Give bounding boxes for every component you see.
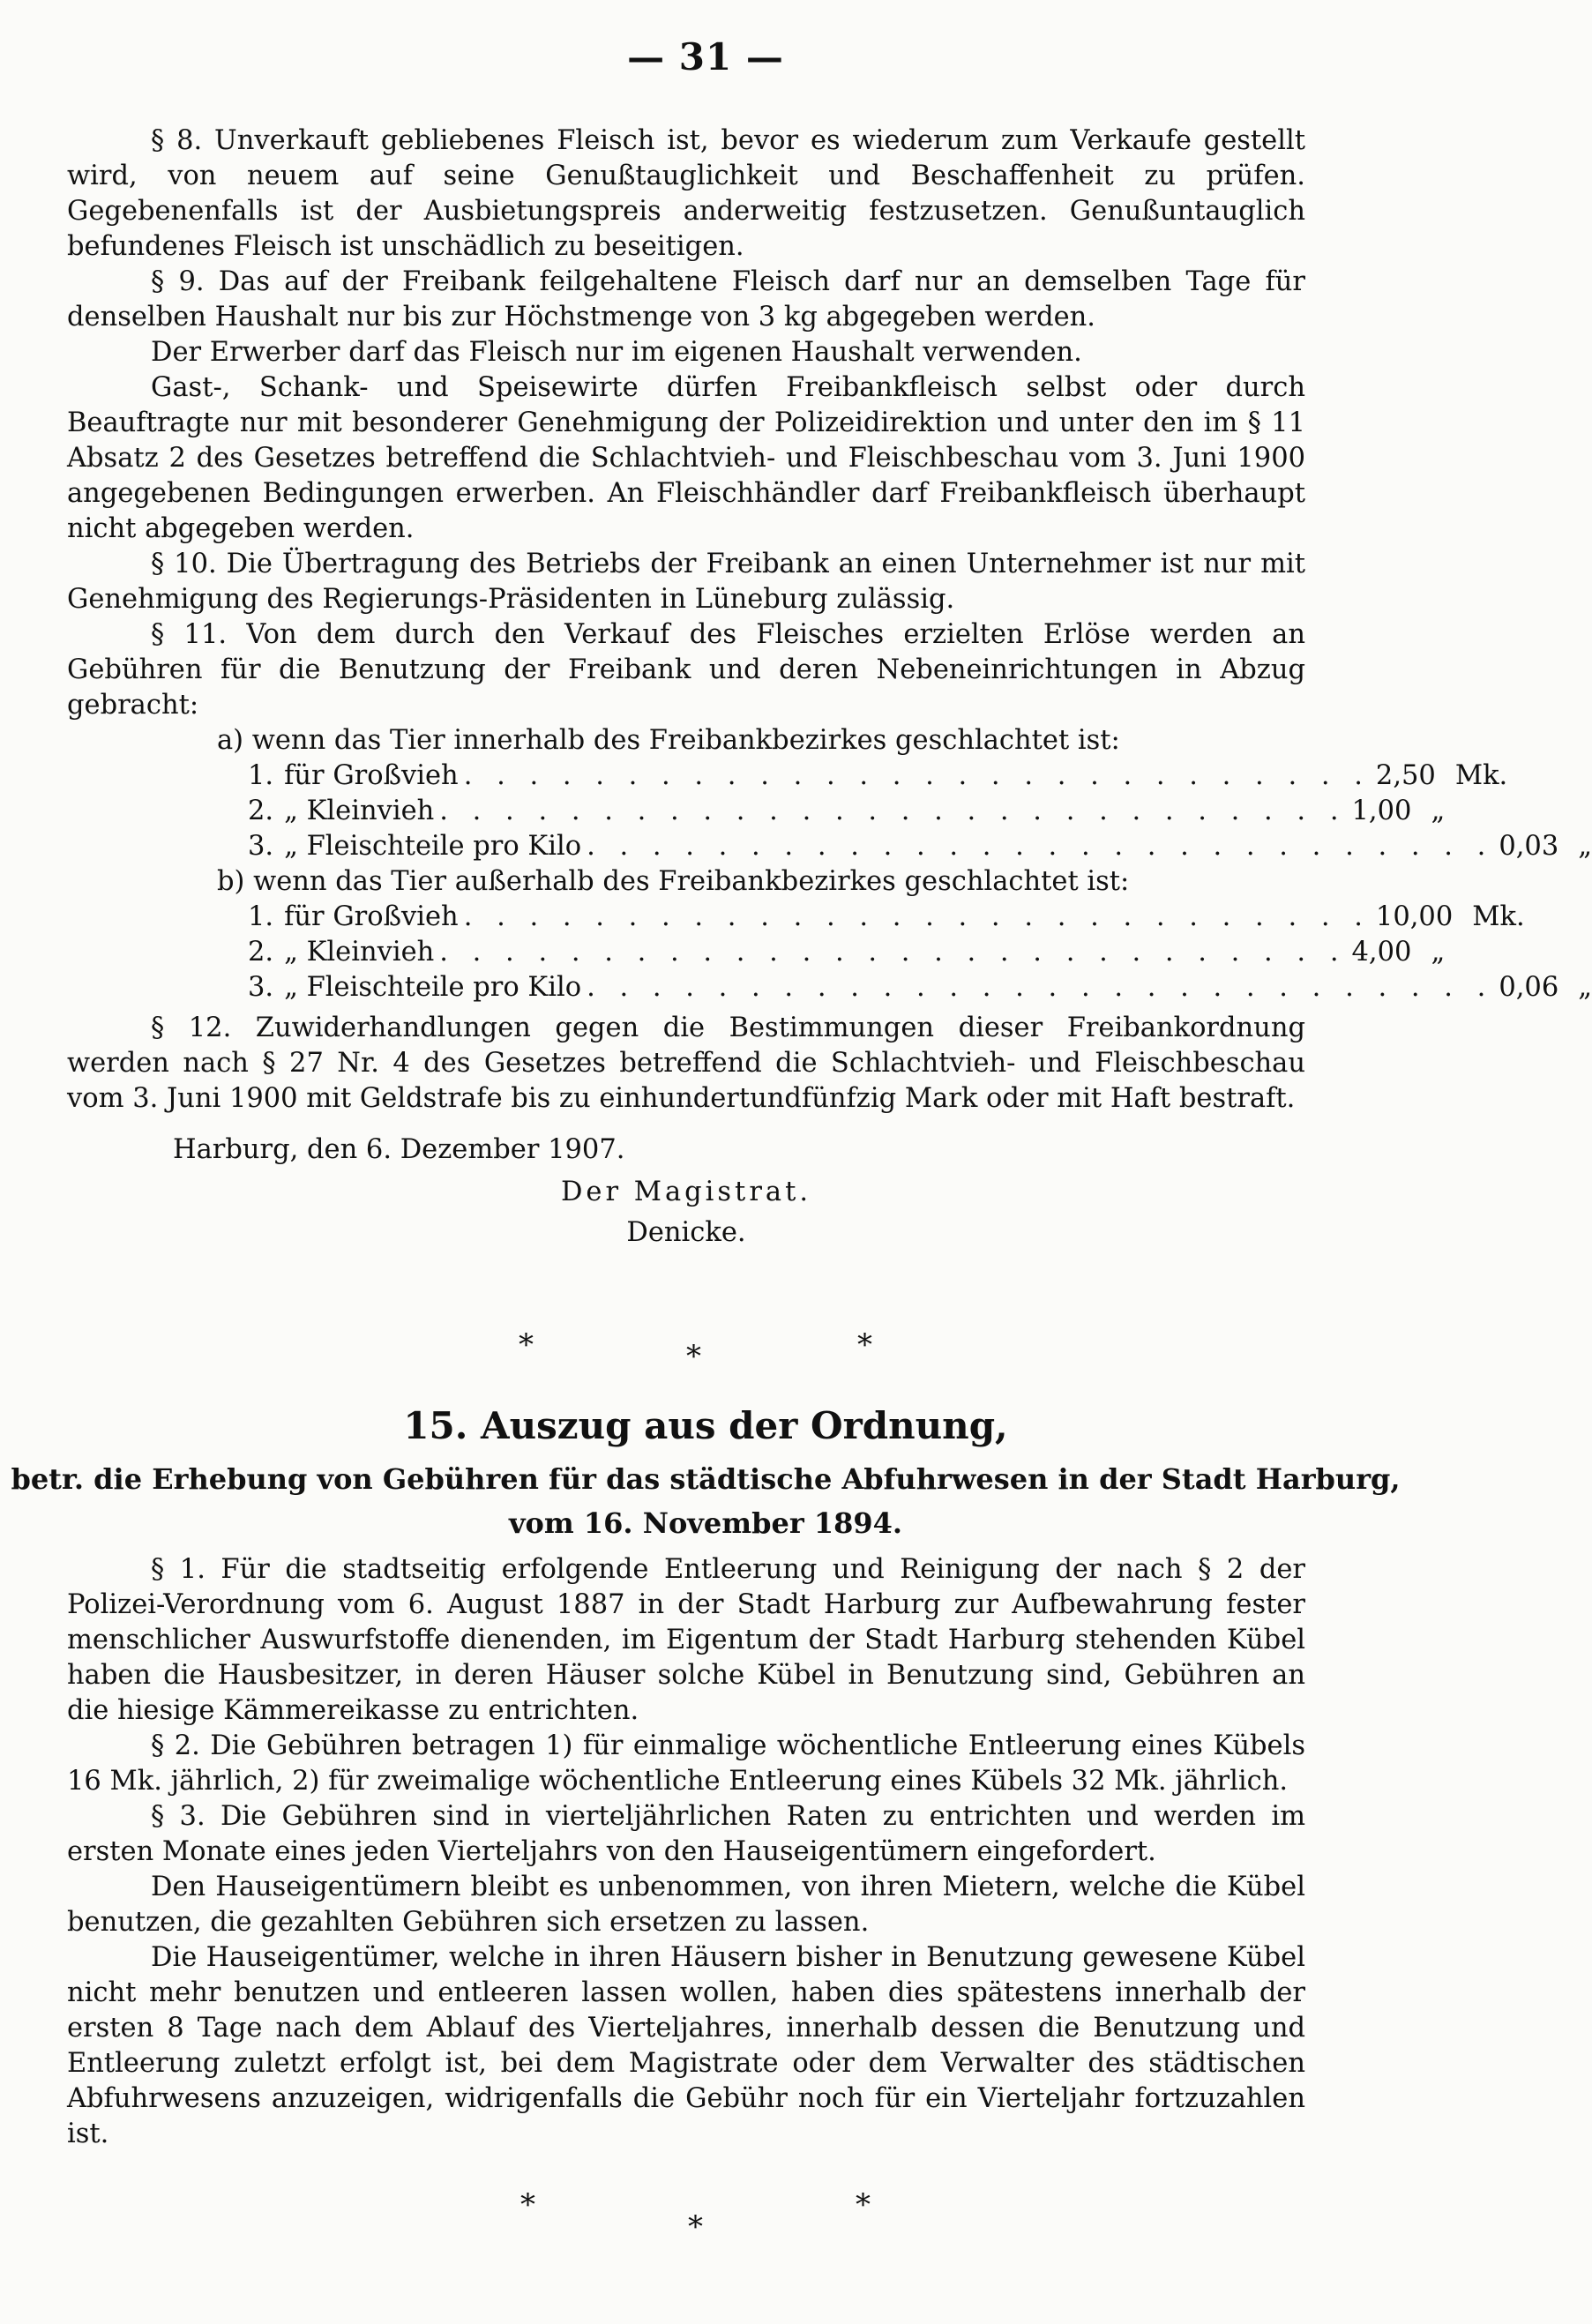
fee-unit: „ xyxy=(1578,831,1592,862)
fee-label: „ Fleischteile pro Kilo xyxy=(284,831,582,862)
fee-number: 2. xyxy=(248,796,274,826)
paragraph-3-notice: Die Hauseigentümer, welche in ihren Häusern bisher in Benutzung gewesene Kübel nicht mehr benutzen und entleeren lassen wollen, haben dies spätestens innerhalb der ersten 8 Tage nach dem Ablauf des Vierteljahres, innerhalb dessen die Benutzung und Entleerung zuletzt erfolgt ist, bei dem Magistrate oder dem Verwalter des städtischen Abfuhrwesens anzuzeigen, widrigenfalls die Gebühr noch für ein Vierteljahr fortzuzahlen ist. xyxy=(67,1942,1305,2149)
fee-unit: „ xyxy=(1578,972,1592,1003)
section-title: 15. Auszug aus der Ordnung, xyxy=(403,1404,1008,1447)
fee-unit: „ xyxy=(1431,796,1446,826)
paragraph-9-innkeepers: Gast-, Schank- und Speisewirte dürfen Freibankfleisch selbst oder durch Beauftragte nur mit besonderer Genehmigung der Polizeidirektion und unter den im § 11 Absatz 2 des Gesetzes betreffend die Schlachtvieh- und Fleischbeschau vom 3. Juni 1900 angegebenen Bedingungen erwerben. An Fleischhändler darf Freibankfleisch überhaupt nicht abgegeben werden. xyxy=(67,372,1305,544)
separator-star: * xyxy=(857,1327,872,1363)
dot-leader: . . . . . . . . . . . . . . . . . . . . . . . . . . . . xyxy=(587,831,1494,862)
dot-leader: . . . . . . . . . . . . . . . . . . . . . . . . . . . . xyxy=(463,901,1371,932)
paragraph-1: § 1. Für die stadtseitig erfolgende Entleerung und Reinigung der nach § 2 der Polizei-Verordnung vom 6. August 1887 in der Stadt Harburg zur Aufbewahrung fester menschlicher Auswurfstoffe dienenden, im Eigentum der Stadt Harburg stehenden Kübel haben die Hausbesitzer, in deren Häuser solche Kübel in Benutzung sind, Gebühren an die hiesige Kämmereikasse zu entrichten. xyxy=(67,1554,1305,1726)
fee-amount: 0,03 xyxy=(1499,831,1559,862)
paragraph-12: § 12. Zuwiderhandlungen gegen die Bestimmungen dieser Freibankordnung werden nach § 27 Nr. 4 des Gesetzes betreffend die Schlachtvieh- und Fleischbeschau vom 3. Juni 1900 mit Geldstrafe bis zu einhundertundfünfzig Mark oder mit Haft bestraft. xyxy=(67,1013,1305,1114)
fee-row xyxy=(67,758,1508,794)
fee-row xyxy=(67,970,1592,1005)
fee-unit: Mk. xyxy=(1454,760,1508,791)
fee-amount: 1,00 xyxy=(1351,796,1412,826)
section-date: vom 16. November 1894. xyxy=(508,1506,903,1540)
fee-label: für Großvieh xyxy=(284,760,459,791)
fee-amount: 4,00 xyxy=(1351,937,1412,968)
fee-number: 3. xyxy=(248,972,274,1003)
fee-amount: 0,06 xyxy=(1499,972,1559,1003)
dot-leader: . . . . . . . . . . . . . . . . . . . . . . . . . . . . xyxy=(463,760,1371,791)
freibank-section xyxy=(67,123,1592,1251)
dot-leader: . . . . . . . . . . . . . . . . . . . . . . . . . . . . xyxy=(439,796,1347,826)
fees-b-heading: b) wenn das Tier außerhalb des Freibankbezirkes geschlachtet ist: xyxy=(217,866,1130,897)
paragraph-8: § 8. Unverkauft gebliebenes Fleisch ist, bevor es wiederum zum Verkaufe gestellt wird, von neuem auf seine Genußtauglichkeit und Beschaffenheit zu prüfen. Gegebenenfalls ist der Ausbietungspreis anderweitig festzusetzen. Genußuntauglich befundenes Fleisch ist unschädlich zu beseitigen. xyxy=(67,125,1305,262)
paragraph-9-buyer: Der Erwerber darf das Fleisch nur im eigenen Haushalt verwenden. xyxy=(151,337,1082,368)
dot-leader: . . . . . . . . . . . . . . . . . . . . . . . . . . . . xyxy=(439,937,1347,968)
place-date: Harburg, den 6. Dezember 1907. xyxy=(173,1134,625,1165)
fee-label: „ Kleinvieh xyxy=(284,937,435,968)
fee-label: für Großvieh xyxy=(284,901,459,932)
separator-star: * xyxy=(519,1327,534,1363)
fee-number: 2. xyxy=(248,937,274,968)
paragraph-10: § 10. Die Übertragung des Betriebs der Freibank an einen Unternehmer ist nur mit Genehmigung des Regierungs-Präsidenten in Lüneburg zulässig. xyxy=(67,549,1305,615)
separator-star: * xyxy=(688,2209,703,2245)
fee-amount: 10,00 xyxy=(1375,901,1454,932)
abfuhr-section xyxy=(67,1552,1305,2152)
paragraph-11: § 11. Von dem durch den Verkauf des Fleisches erzielten Erlöse werden an Gebühren für die Benutzung der Freibank und deren Nebeneinrichtungen in Abzug gebracht: xyxy=(67,619,1305,721)
section-subtitle: betr. die Erhebung von Gebühren für das städtische Abfuhrwesen in der Stadt Harburg, xyxy=(11,1462,1401,1496)
fee-label: „ Kleinvieh xyxy=(284,796,435,826)
fees-a-heading: a) wenn das Tier innerhalb des Freibankbezirkes geschlachtet ist: xyxy=(217,725,1120,756)
fee-label: „ Fleischteile pro Kilo xyxy=(284,972,582,1003)
fee-row xyxy=(67,794,1446,829)
signatory: Denicke. xyxy=(626,1217,746,1248)
fee-number: 3. xyxy=(248,831,274,862)
fee-number: 1. xyxy=(248,760,274,791)
page-number: — 31 — xyxy=(627,35,784,78)
fee-row xyxy=(67,900,1525,935)
fee-row xyxy=(67,829,1592,864)
fee-row xyxy=(67,935,1446,970)
paragraph-3-tenants: Den Hauseigentümern bleibt es unbenommen, von ihren Mietern, welche die Kübel benutzen, die gezahlten Gebühren sich ersetzen zu lassen. xyxy=(67,1872,1305,1938)
fee-unit: Mk. xyxy=(1472,901,1525,932)
fee-number: 1. xyxy=(248,901,274,932)
paragraph-9: § 9. Das auf der Freibank feilgehaltene Fleisch darf nur an demselben Tage für denselben Haushalt nur bis zur Höchstmenge von 3 kg abgegeben werden. xyxy=(67,266,1305,333)
paragraph-2: § 2. Die Gebühren betragen 1) für einmalige wöchentliche Entleerung eines Kübels 16 Mk. jährlich, 2) für zweimalige wöchentliche Entleerung eines Kübels 32 Mk. jährlich. xyxy=(67,1730,1305,1797)
separator-star: * xyxy=(520,2187,535,2223)
separator-star: * xyxy=(856,2187,871,2223)
dot-leader: . . . . . . . . . . . . . . . . . . . . . . . . . . . . xyxy=(587,972,1494,1003)
fee-amount: 2,50 xyxy=(1375,760,1436,791)
signing-authority: Der Magistrat. xyxy=(560,1177,812,1207)
fee-unit: „ xyxy=(1431,937,1446,968)
paragraph-3: § 3. Die Gebühren sind in vierteljährlichen Raten zu entrichten und werden im ersten Monate eines jeden Vierteljahrs von den Hauseigentümern eingefordert. xyxy=(67,1801,1305,1867)
separator-star: * xyxy=(686,1339,701,1374)
